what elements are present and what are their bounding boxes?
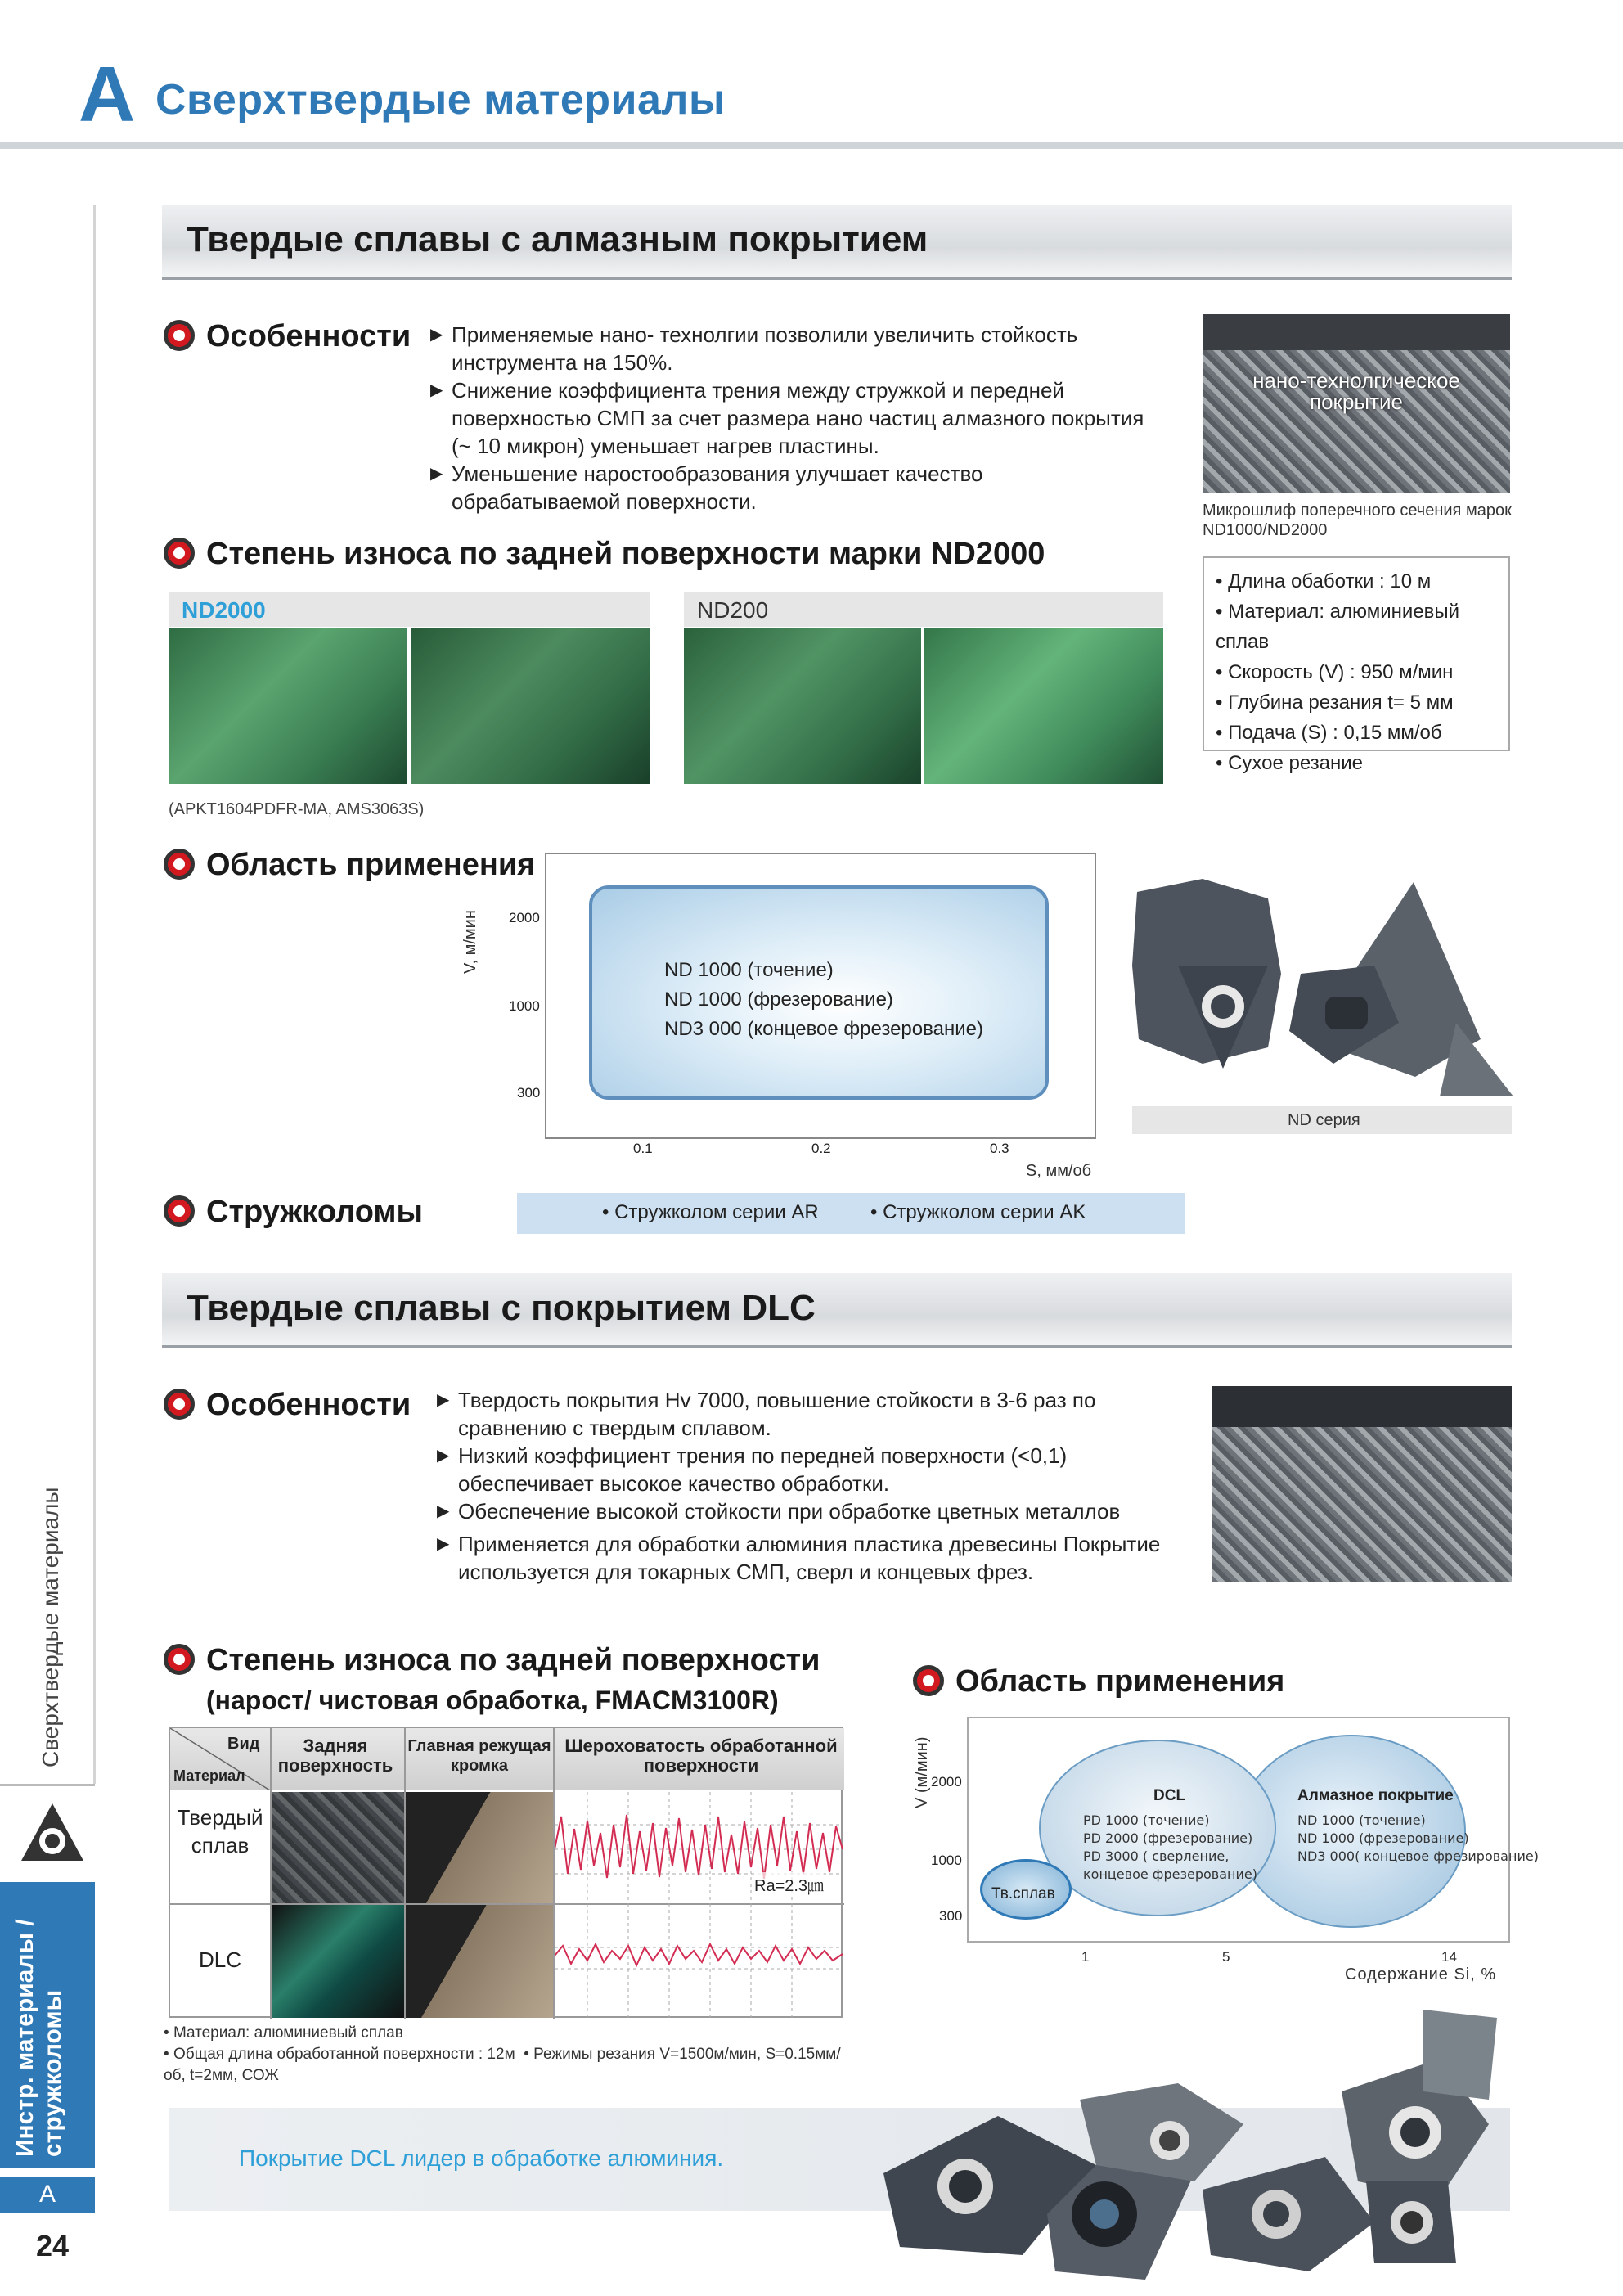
s2-feature-item: ▶ Твердость покрытия Hv 7000, повышение стойкости в 3-6 раз по сравнению с твердым сплавом. xyxy=(437,1386,1198,1442)
s2-feature-item: ▶ Низкий коэффициент трения по передней поверхности (<0,1) обеспечивает высокое качество обработки. xyxy=(437,1442,1198,1497)
side-divider xyxy=(0,1784,95,1786)
s1-chart-xlabel: S, мм/об xyxy=(1026,1162,1092,1180)
s1-test-params xyxy=(1203,556,1510,774)
s1-chart-xtick: 0.2 xyxy=(812,1141,831,1156)
s2-table-photo xyxy=(272,1905,404,2018)
s2-product-image xyxy=(851,2010,1522,2280)
s1-wear-photo-3 xyxy=(684,628,921,784)
target-bullet-icon xyxy=(164,849,195,880)
s1-product-caption-bar xyxy=(1132,1106,1512,1134)
s2-carbide-label: Тв.сплав xyxy=(991,1885,1055,1902)
s1-wear-label-a-bar xyxy=(169,592,650,627)
side-rule xyxy=(93,205,96,1784)
s2-table-corner-top: Вид xyxy=(227,1735,260,1753)
s1-chart-ytick: 1000 xyxy=(509,998,540,1014)
s2-wear-table xyxy=(169,1727,843,2018)
section1-title-bar xyxy=(162,205,1512,280)
s2-wear-subheading: (нарост/ чистовая обработка, FMACM3100R) xyxy=(206,1686,779,1715)
s2-ra-label: Ra=2.3㎛ xyxy=(754,1872,824,1896)
s2-note: • Материал: алюминиевый сплав xyxy=(164,2024,403,2042)
s2-table-col-header: Главная режущая кромка xyxy=(407,1737,551,1775)
target-bullet-icon xyxy=(164,538,195,569)
s2-features-heading-text: Особенности xyxy=(206,1388,411,1422)
s1-wear-label-b: ND200 xyxy=(697,597,769,623)
s2-features-heading xyxy=(164,1388,411,1423)
s2-application-chart xyxy=(967,1717,1539,1943)
s1-param-item: • Подача (S) : 0,15 мм/об xyxy=(1216,722,1442,744)
s2-table-row-label: DLC xyxy=(198,1947,241,1972)
chapter-letter: A xyxy=(79,51,136,138)
s2-table-corner-bottom: Материал xyxy=(173,1767,245,1784)
s2-diamond-lines: ND 1000 (точение) ND 1000 (фрезерование) ND3 000( концевое фрезирование) xyxy=(1297,1812,1539,1864)
s1-chipbreakers-bar xyxy=(517,1193,1185,1234)
s1-application-chart xyxy=(545,853,1096,1139)
target-bullet-icon xyxy=(164,1389,195,1420)
s2-chart-xtick: 5 xyxy=(1222,1949,1230,1965)
s1-wear-heading-text: Степень износа по задней поверхности марки ND2000 xyxy=(206,537,1045,571)
s1-param-item: • Материал: алюминиевый сплав xyxy=(1216,601,1460,653)
s1-chart-ytick: 300 xyxy=(517,1085,541,1101)
s2-table-col-header: Задняя поверхность xyxy=(277,1736,393,1776)
s2-table-photo xyxy=(406,1792,553,1903)
s2-chart-xlabel: Содержание Si, % xyxy=(1345,1965,1497,1983)
s1-param-item: • Скорость (V) : 950 м/мин xyxy=(1216,661,1454,683)
s2-table-col-header: Шероховатость обработанной поверхности xyxy=(564,1736,838,1776)
s1-product-caption: ND серия xyxy=(1288,1111,1360,1129)
s1-param-item: • Глубина резания t= 5 мм xyxy=(1216,691,1454,714)
s1-feature-item: ▶ Применяемые нано- технолгии позволили увеличить стойкость инструмента на 150%. xyxy=(430,321,1150,376)
side-vertical-label: Сверхтвердые материалы xyxy=(38,1487,63,1767)
target-bullet-icon xyxy=(913,1665,944,1696)
section2-title-bar xyxy=(162,1273,1512,1348)
s2-feature-item: ▶ Обеспечение высокой стойкости при обработке цветных металлов xyxy=(437,1497,1198,1525)
s2-banner-text: Покрытие DCL лидер в обработке алюминия. xyxy=(239,2145,724,2171)
s2-diamond-title: Алмазное покрытие xyxy=(1297,1787,1454,1804)
s2-chart-xtick: 1 xyxy=(1081,1949,1090,1965)
s2-application-heading-text: Область применения xyxy=(955,1664,1285,1699)
s2-chart-ytick: 2000 xyxy=(931,1774,962,1790)
s1-wear-photo-1 xyxy=(169,628,407,784)
chipbreaker-link-ak[interactable]: • Стружколом серии AK xyxy=(870,1201,1086,1223)
s2-application-heading xyxy=(913,1664,1284,1699)
s1-wear-label-a: ND2000 xyxy=(182,597,266,623)
s2-wear-heading xyxy=(164,1643,820,1678)
s1-chart-ytick: 2000 xyxy=(509,910,540,925)
s1-application-region-text: ND 1000 (точение) ND 1000 (фрезерование) ND3 000 (концевое фрезерование) xyxy=(664,959,983,1040)
s2-wear-heading-text: Степень износа по задней поверхности xyxy=(206,1643,820,1677)
s2-feature-item: ▶ Применяется для обработки алюминия пластика древесины Покрытие используется для токарных СМП, сверл и концевых фрез. xyxy=(437,1530,1198,1586)
page-title: Сверхтвердые материалы xyxy=(155,76,726,124)
header-divider xyxy=(0,142,1623,149)
target-bullet-icon xyxy=(164,320,195,351)
s1-micrograph-caption: Микрошлиф поперечного сечения марок ND1000/ND2000 xyxy=(1203,502,1512,539)
s1-param-item: • Сухое резание xyxy=(1216,752,1364,774)
s2-table-photo xyxy=(406,1905,553,2018)
s1-micrograph-image xyxy=(1203,314,1510,493)
s2-wear-notes xyxy=(164,2023,851,2087)
s2-chart-xtick: 14 xyxy=(1441,1949,1457,1965)
s1-wear-heading xyxy=(164,537,1045,572)
s1-features-heading-text: Особенности xyxy=(206,319,411,353)
s2-chart-ylabel: V (м/мин) xyxy=(913,1736,931,1808)
s1-wear-label-b-bar xyxy=(684,592,1163,627)
s2-note: • Общая длина обработанной поверхности : 12м • Режимы резания V=1500м/мин, S=0.15мм/об, t=2мм, СОЖ xyxy=(164,2046,841,2084)
s1-feature-item: ▶ Снижение коэффициента трения между стружкой и передней поверхностью СМП за счет размера нано частиц алмазного покрытия (~ 10 микрон) уменьшает нагрев пластины. xyxy=(430,376,1150,460)
s1-product-image xyxy=(1129,876,1513,1113)
section1-title: Твердые сплавы с алмазным покрытием xyxy=(187,219,928,259)
s1-chipbreakers-heading-text: Стружколомы xyxy=(206,1195,423,1229)
target-bullet-icon xyxy=(164,1195,195,1227)
s1-chipbreakers-heading xyxy=(164,1195,423,1230)
side-tab[interactable] xyxy=(0,1882,95,2168)
s1-features-heading xyxy=(164,319,411,354)
side-tab-label: Инстр. материалы / стружколомы xyxy=(11,1919,66,2157)
s2-micrograph-image xyxy=(1212,1386,1512,1582)
s2-table-photo xyxy=(272,1792,404,1903)
s2-chart-ytick: 300 xyxy=(939,1908,963,1924)
page-number: 24 xyxy=(36,2229,70,2262)
s2-table-row-label: Твердый сплав xyxy=(177,1805,263,1857)
chipbreaker-link-ar[interactable]: • Стружколом серии AR xyxy=(602,1201,819,1223)
s1-param-item: • Длина обаботки : 10 м xyxy=(1216,570,1432,592)
target-bullet-icon xyxy=(164,1644,195,1675)
s1-features-list xyxy=(430,321,1150,515)
s2-features-list xyxy=(437,1386,1198,1586)
s1-chart-xtick: 0.1 xyxy=(633,1141,653,1156)
s1-wear-photo-4 xyxy=(924,628,1163,784)
s2-dlc-lines: PD 1000 (точение) PD 2000 (фрезерование) PD 3000 ( сверление, концевое фрезерование) xyxy=(1083,1812,1257,1882)
s2-dlc-title: DCL xyxy=(1153,1787,1186,1804)
s1-chart-xtick: 0.3 xyxy=(990,1141,1009,1156)
side-tab-letter: A xyxy=(0,2177,95,2213)
section2-title: Твердые сплавы с покрытием DLC xyxy=(187,1288,816,1328)
s1-application-heading-text: Область применения xyxy=(206,848,536,882)
s1-chart-ylabel: V, м/мин xyxy=(461,910,479,974)
s2-chart-ytick: 1000 xyxy=(931,1853,962,1868)
s1-micrograph-overlay: нано-технолгическое покрытие xyxy=(1252,368,1460,414)
s2-roughness-profiles xyxy=(555,1792,843,2018)
side-logo-icon xyxy=(18,1800,87,1866)
s1-wear-photo-2 xyxy=(411,628,650,784)
s1-wear-footnote: (APKT1604PDFR-MA, AMS3063S) xyxy=(169,800,425,818)
s1-feature-item: ▶ Уменьшение наростообразования улучшает качество обрабатываемой поверхности. xyxy=(430,460,1150,515)
